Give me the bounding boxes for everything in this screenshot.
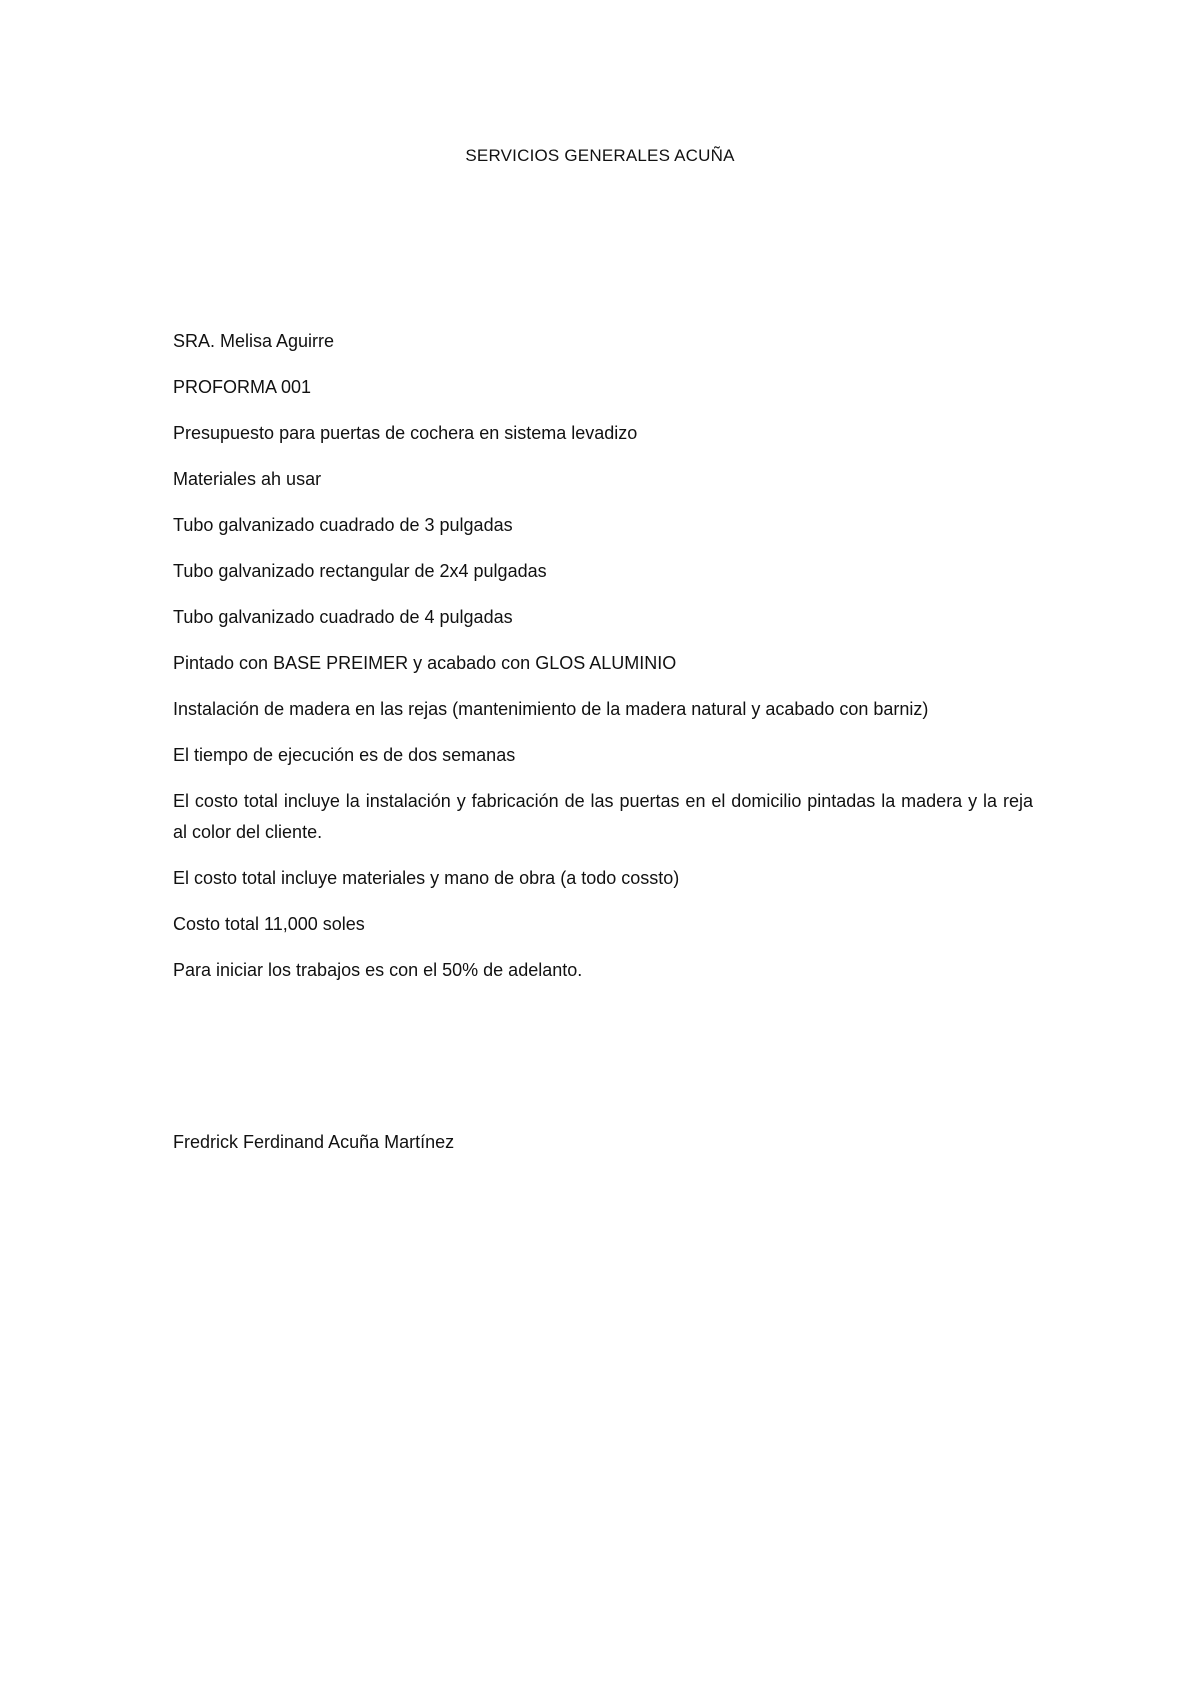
proforma-number: PROFORMA 001 <box>173 377 312 397</box>
subject-line: Presupuesto para puertas de cochera en sistema levadizo <box>173 423 638 443</box>
material-item: Tubo galvanizado cuadrado de 3 pulgadas <box>173 515 513 535</box>
paint-line: Pintado con BASE PREIMER y acabado con GLOS ALUMINIO <box>173 653 677 673</box>
company-title: SERVICIOS GENERALES ACUÑA <box>465 146 735 165</box>
recipient-line: SRA. Melisa Aguirre <box>173 331 335 351</box>
advance-line: Para iniciar los trabajos es con el 50% de adelanto. <box>173 960 583 980</box>
total-cost-line: Costo total 11,000 soles <box>173 914 365 934</box>
signature-name: Fredrick Ferdinand Acuña Martínez <box>173 1132 455 1152</box>
document-body <box>173 326 1033 1001</box>
wood-line: Instalación de madera en las rejas (mantenimiento de la madera natural y acabado con barniz) <box>173 699 929 719</box>
materials-heading: Materiales ah usar <box>173 469 322 489</box>
material-item: Tubo galvanizado rectangular de 2x4 pulgadas <box>173 561 547 581</box>
material-item: Tubo galvanizado cuadrado de 4 pulgadas <box>173 607 513 627</box>
materials-labor-line: El costo total incluye materiales y mano de obra (a todo cossto) <box>173 868 680 888</box>
timeline-line: El tiempo de ejecución es de dos semanas <box>173 745 516 765</box>
installation-line: El costo total incluye la instalación y fabricación de las puertas en el domicilio pintadas la madera y la reja al color del cliente. <box>173 791 1033 842</box>
